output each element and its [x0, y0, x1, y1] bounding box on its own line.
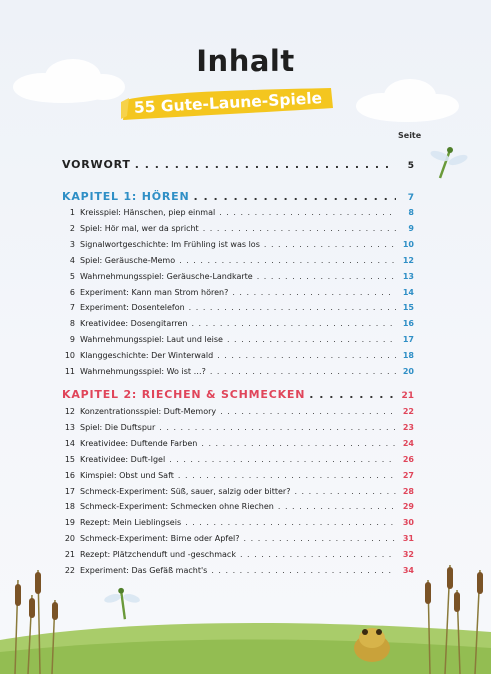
leader-dots	[135, 158, 396, 171]
entry-number: 8	[69, 319, 75, 329]
toc-entry[interactable]	[62, 518, 414, 533]
toc-entry[interactable]	[62, 351, 414, 366]
toc-row-vorwort[interactable]	[62, 158, 414, 176]
entry-number: 5	[69, 271, 75, 281]
leader-dots	[159, 423, 396, 432]
leader-dots	[201, 439, 396, 448]
entry-number: 7	[69, 303, 75, 313]
leader-dots	[178, 471, 396, 480]
entry-page-number: 9	[408, 223, 414, 233]
toc-entry[interactable]	[62, 439, 414, 454]
entry-number: 9	[69, 335, 75, 345]
entry-title: Klanggeschichte: Der Winterwald	[80, 351, 214, 361]
entry-page-number: 14	[402, 287, 414, 297]
entry-number: 16	[64, 470, 75, 480]
entry-title: Kimspiel: Obst und Saft	[80, 470, 174, 480]
toc-entry[interactable]	[62, 224, 414, 239]
entry-number: 3	[69, 239, 75, 249]
entry-title: Kreatividee: Dosengitarren	[80, 319, 188, 329]
toc-page-number: 5	[407, 161, 414, 171]
entry-title: Rezept: Plätzchenduft und -geschmack	[80, 550, 236, 560]
entry-title: Schmeck-Experiment: Süß, sauer, salzig oder bitter?	[80, 486, 291, 496]
toc-entry[interactable]	[62, 487, 414, 502]
leader-dots	[278, 502, 396, 511]
entry-page-number: 20	[402, 367, 414, 376]
entry-number: 19	[64, 518, 75, 528]
toc-chapter-2[interactable]	[62, 388, 414, 406]
entry-title: Rezept: Mein Lieblingseis	[80, 518, 182, 528]
entry-number: 15	[64, 454, 75, 464]
entry-number: 6	[69, 287, 75, 297]
entry-number: 20	[64, 534, 75, 544]
toc-entry[interactable]	[62, 288, 414, 303]
leader-dots	[193, 190, 396, 203]
entry-title: Experiment: Kann man Strom hören?	[80, 287, 229, 297]
entry-title: Signalwortgeschichte: Im Frühling ist was los	[80, 239, 260, 249]
leader-dots	[264, 240, 396, 249]
entry-number: 2	[69, 223, 75, 233]
entry-page-number: 18	[402, 351, 414, 361]
toc-entry[interactable]	[62, 303, 414, 318]
entry-title: Spiel: Geräusche-Memo	[80, 255, 176, 265]
chapter-title: KAPITEL 1: HÖREN	[62, 190, 190, 203]
leader-dots	[179, 256, 396, 265]
leader-dots	[219, 208, 396, 217]
toc-label: VORWORT	[62, 158, 131, 171]
entry-title: Konzentrationsspiel: Duft-Memory	[80, 407, 217, 416]
leader-dots	[294, 487, 396, 496]
entry-title: Experiment: Dosentelefon	[80, 303, 185, 313]
entry-title: Wahrnehmungsspiel: Wo ist …?	[80, 367, 206, 376]
leader-dots	[232, 288, 396, 297]
toc-entry[interactable]	[62, 272, 414, 287]
entry-page-number: 12	[402, 255, 414, 265]
leader-dots	[191, 319, 396, 328]
toc-entry[interactable]	[62, 367, 414, 382]
entry-page-number: 32	[402, 550, 414, 560]
cloud-right-icon	[352, 76, 462, 124]
entry-number: 10	[64, 351, 75, 361]
entry-title: Experiment: Das Gefäß macht's	[80, 566, 208, 575]
toc-entry[interactable]	[62, 335, 414, 350]
toc-entry[interactable]	[62, 455, 414, 470]
entry-page-number: 34	[402, 566, 414, 575]
entry-title: Wahrnehmungsspiel: Geräusche-Landkarte	[80, 271, 253, 281]
leader-dots	[217, 351, 396, 360]
toc-page-number: 7	[407, 193, 414, 203]
entry-title: Spiel: Hör mal, wer da spricht	[80, 223, 199, 233]
entry-page-number: 13	[402, 271, 414, 281]
leader-dots	[227, 335, 396, 344]
entry-number: 17	[64, 486, 75, 496]
entry-title: Kreisspiel: Hänschen, piep einmal	[80, 208, 216, 217]
entry-title: Spiel: Die Duftspur	[80, 422, 156, 432]
entry-page-number: 31	[402, 534, 414, 544]
toc-entry[interactable]	[62, 407, 414, 422]
toc-entry[interactable]	[62, 256, 414, 271]
entry-number: 13	[64, 422, 75, 432]
entry-number: 22	[64, 566, 75, 575]
entry-page-number: 15	[402, 303, 414, 313]
entry-number: 4	[69, 255, 75, 265]
entry-number: 14	[64, 438, 75, 448]
chapter-title: KAPITEL 2: RIECHEN & SCHMECKEN	[62, 388, 306, 401]
leader-dots	[185, 518, 396, 527]
entry-title: Wahrnehmungsspiel: Laut und leise	[80, 335, 223, 345]
entry-title: Kreatividee: Duft-Igel	[80, 454, 166, 464]
leader-dots	[309, 388, 396, 401]
leader-dots	[189, 303, 396, 312]
leader-dots	[257, 272, 396, 281]
entry-number: 18	[64, 502, 75, 512]
entry-title: Schmeck-Experiment: Schmecken ohne Riechen	[80, 502, 274, 512]
entry-page-number: 22	[402, 407, 414, 416]
toc-entry[interactable]	[62, 319, 414, 334]
leader-dots	[169, 455, 396, 464]
toc-entry[interactable]	[62, 423, 414, 438]
toc-entry[interactable]	[62, 471, 414, 486]
entry-page-number: 26	[402, 454, 414, 464]
entry-page-number: 10	[402, 239, 414, 249]
toc-entry[interactable]	[62, 240, 414, 255]
entry-page-number: 23	[402, 422, 414, 432]
toc-chapter-1[interactable]	[62, 190, 414, 208]
page-title: Inhalt	[196, 44, 295, 78]
toc-entry[interactable]	[62, 208, 414, 223]
entry-page-number: 17	[402, 335, 414, 345]
entry-page-number: 28	[402, 486, 414, 496]
entry-page-number: 16	[402, 319, 414, 329]
leader-dots	[210, 367, 396, 376]
entry-page-number: 27	[402, 470, 414, 480]
entry-page-number: 8	[408, 208, 414, 217]
entry-title: Schmeck-Experiment: Birne oder Apfel?	[80, 534, 240, 544]
page-column-header: Seite	[398, 131, 422, 140]
toc-page-number: 21	[401, 391, 414, 401]
entry-number: 11	[64, 367, 75, 376]
dragonfly-icon	[428, 142, 468, 182]
entry-page-number: 29	[402, 502, 414, 512]
leader-dots	[220, 407, 396, 416]
entry-number: 21	[64, 550, 75, 560]
toc-entry[interactable]	[62, 502, 414, 517]
entry-number: 12	[64, 407, 75, 416]
leader-dots	[203, 224, 396, 233]
meadow-scenery	[0, 540, 491, 674]
entry-page-number: 24	[402, 438, 414, 448]
banner-text: 55 Gute-Laune-Spiele	[133, 89, 323, 117]
entry-number: 1	[69, 208, 75, 217]
entry-page-number: 30	[402, 518, 414, 528]
entry-title: Kreatividee: Duftende Farben	[80, 438, 198, 448]
